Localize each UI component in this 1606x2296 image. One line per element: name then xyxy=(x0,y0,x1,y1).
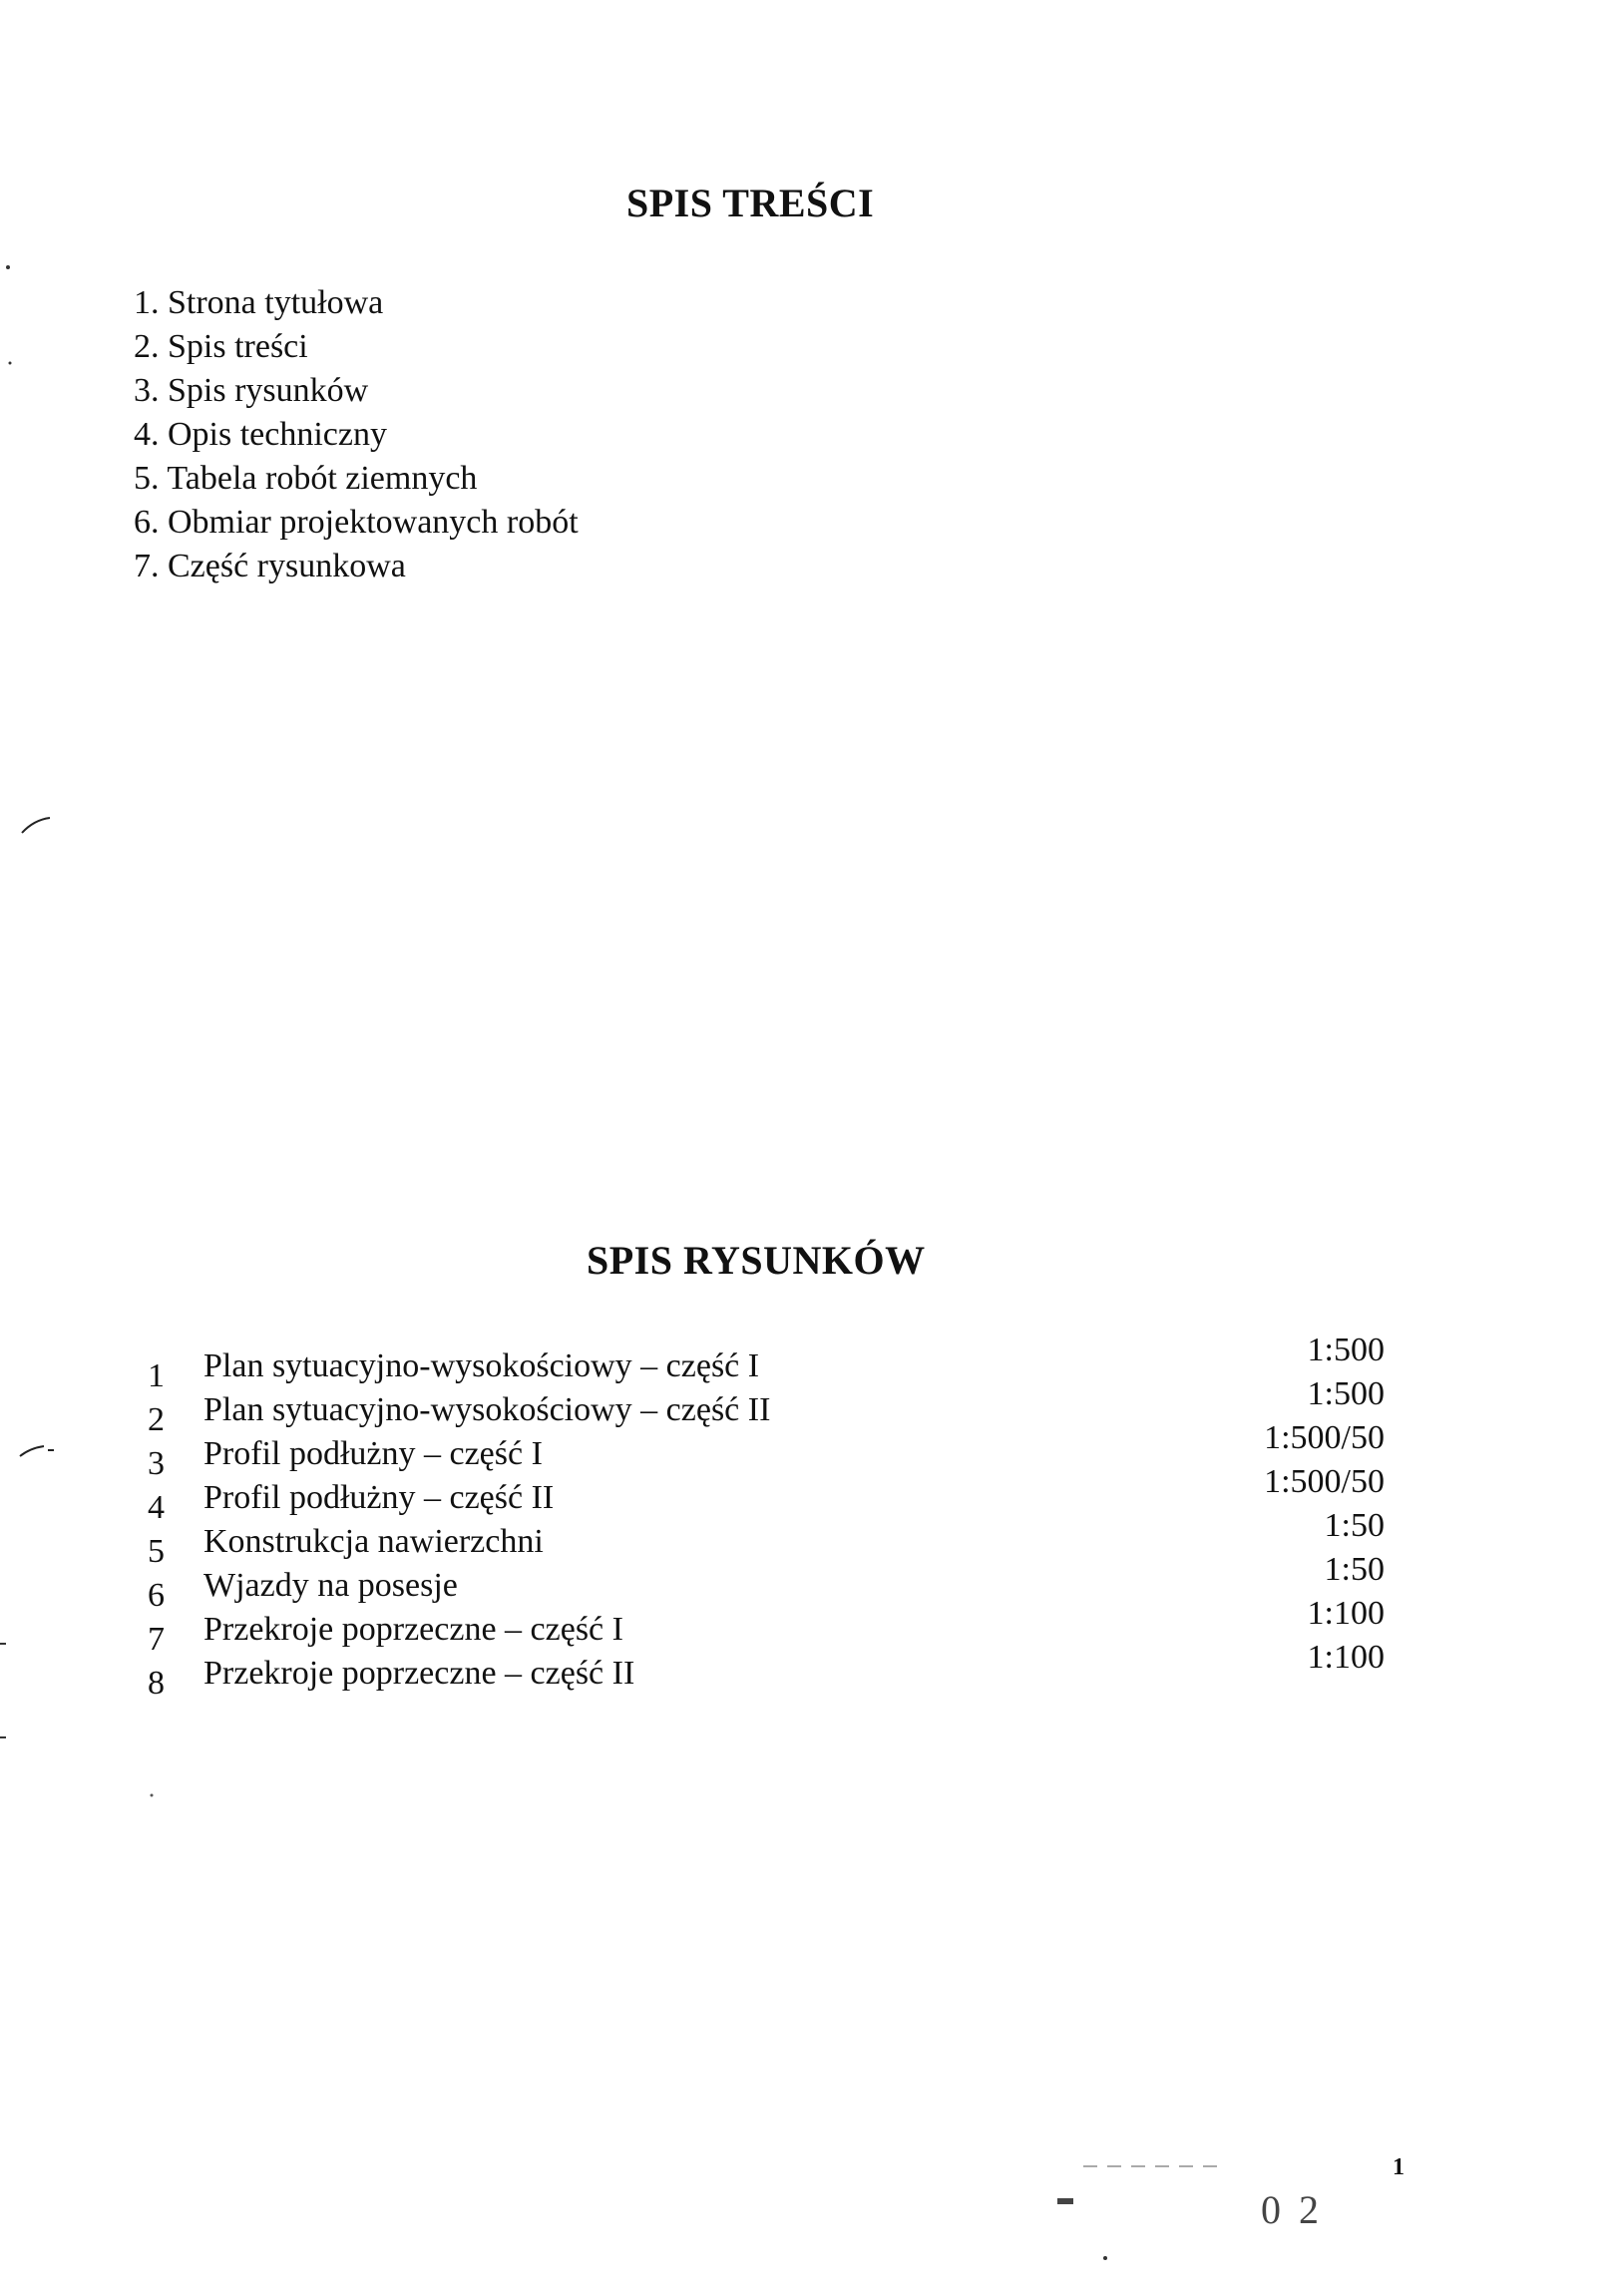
drawing-label: Profil podłużny – część II xyxy=(203,1479,555,1516)
drawing-label: Konstrukcja nawierzchni xyxy=(203,1523,544,1560)
drawing-scale: 1:50 xyxy=(1324,1551,1385,1588)
drawing-number: 7 xyxy=(148,1621,165,1658)
speck-icon xyxy=(1057,2198,1073,2204)
toc-item: 4. Opis techniczny xyxy=(134,416,387,453)
drawing-scale: 1:500/50 xyxy=(1264,1419,1385,1456)
stamp-number: 0 2 xyxy=(1261,2187,1323,2232)
speck-icon xyxy=(9,362,12,365)
drawing-scale: 1:100 xyxy=(1307,1595,1385,1632)
drawing-number: 3 xyxy=(148,1445,165,1482)
drawing-scale: 1:500 xyxy=(1307,1332,1385,1368)
speck-icon xyxy=(1103,2256,1107,2260)
margin-mark-icon xyxy=(22,818,50,833)
drawing-row xyxy=(148,1463,1385,1526)
drawings-title: SPIS RYSUNKÓW xyxy=(587,1238,926,1283)
toc-item: 7. Część rysunkowa xyxy=(134,548,406,584)
margin-mark-icon xyxy=(20,1446,44,1456)
drawing-number: 2 xyxy=(148,1401,165,1438)
drawings-list xyxy=(148,1332,1385,1702)
drawing-number: 8 xyxy=(148,1665,165,1702)
page-number: 1 xyxy=(1393,2154,1405,2180)
drawing-row xyxy=(148,1332,1385,1394)
toc-item: 1. Strona tytułowa xyxy=(134,284,384,321)
drawing-label: Plan sytuacyjno-wysokościowy – część I xyxy=(203,1347,760,1384)
toc-item: 3. Spis rysunków xyxy=(134,372,369,409)
speck-icon xyxy=(6,265,10,269)
speck-icon xyxy=(151,1794,154,1797)
toc-list xyxy=(134,281,579,588)
drawing-scale: 1:500/50 xyxy=(1264,1463,1385,1500)
drawing-number: 4 xyxy=(148,1489,165,1526)
drawing-scale: 1:500 xyxy=(1307,1375,1385,1412)
toc-item: 6. Obmiar projektowanych robót xyxy=(134,504,579,541)
drawing-row xyxy=(148,1639,1385,1702)
toc-item: 5. Tabela robót ziemnych xyxy=(134,460,478,497)
drawing-label: Profil podłużny – część I xyxy=(203,1435,543,1472)
drawing-label: Przekroje poprzeczne – część I xyxy=(203,1611,623,1648)
drawing-number: 5 xyxy=(148,1533,165,1570)
drawing-row xyxy=(148,1595,1385,1658)
drawing-row xyxy=(148,1419,1385,1482)
drawing-number: 1 xyxy=(148,1357,165,1394)
toc-title: SPIS TREŚCI xyxy=(626,181,875,225)
drawing-label: Wjazdy na posesje xyxy=(203,1567,458,1604)
drawing-label: Plan sytuacyjno-wysokościowy – część II xyxy=(203,1391,771,1428)
drawing-scale: 1:50 xyxy=(1324,1507,1385,1544)
toc-item: 2. Spis treści xyxy=(134,328,308,365)
drawing-number: 6 xyxy=(148,1577,165,1614)
drawing-scale: 1:100 xyxy=(1307,1639,1385,1676)
drawing-label: Przekroje poprzeczne – część II xyxy=(203,1655,635,1692)
drawing-row xyxy=(148,1507,1385,1570)
